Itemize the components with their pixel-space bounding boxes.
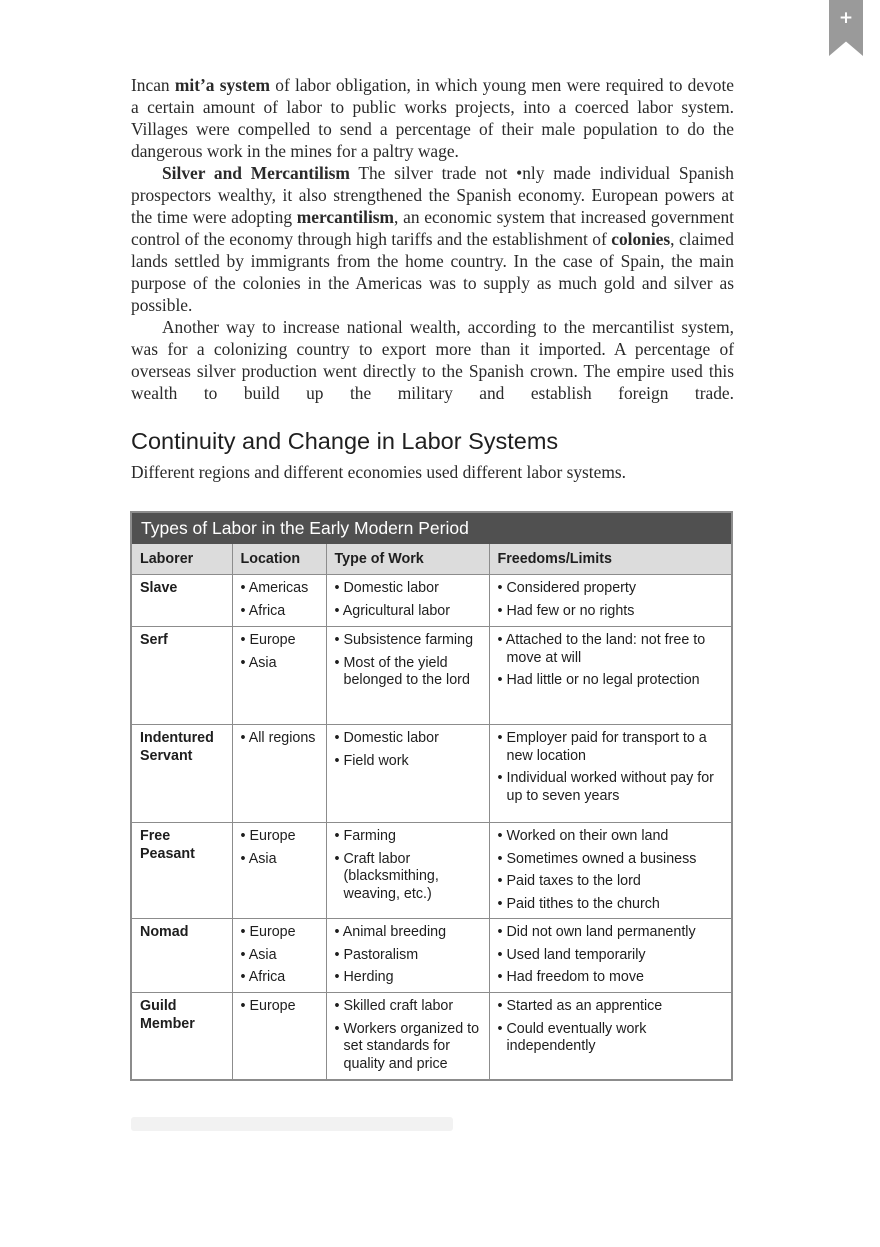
- work-cell: [326, 919, 489, 993]
- plus-icon[interactable]: +: [838, 8, 854, 28]
- bullet-list: [241, 924, 318, 987]
- list-item: • Craft labor (blacksmithing, weaving, etc.): [335, 851, 481, 904]
- location-cell: [232, 993, 326, 1079]
- work-cell: [326, 725, 489, 823]
- table-row: [132, 993, 731, 1079]
- list-item: • Did not own land permanently: [498, 924, 724, 942]
- list-item: • All regions: [241, 730, 318, 748]
- work-cell: [326, 575, 489, 627]
- bold-term: mit’a system: [174, 75, 270, 95]
- bullet-list: [498, 924, 724, 987]
- list-item: • Worked on their own land: [498, 828, 724, 846]
- list-item: • Sometimes owned a business: [498, 851, 724, 869]
- list-item: • Had little or no legal protection: [498, 672, 724, 690]
- list-item: • Agricultural labor: [335, 603, 481, 621]
- list-item: • Employer paid for transport to a new location: [498, 730, 724, 765]
- bullet-list: [241, 632, 318, 672]
- laborer-cell: Nomad: [132, 919, 232, 993]
- bullet-list: [498, 730, 724, 805]
- list-item: • Animal breeding: [335, 924, 481, 942]
- bullet-list: [498, 828, 724, 913]
- laborer-cell: Serf: [132, 627, 232, 725]
- bullet-list: [498, 580, 724, 620]
- list-item: • Europe: [241, 828, 318, 846]
- location-cell: [232, 823, 326, 919]
- labor-table-grid: [132, 544, 731, 1079]
- work-cell: [326, 823, 489, 919]
- list-item: • Pastoralism: [335, 947, 481, 965]
- list-item: • Most of the yield belonged to the lord: [335, 655, 481, 690]
- list-item: • Field work: [335, 753, 481, 771]
- text-run: Incan: [131, 75, 175, 95]
- bullet-list: [241, 730, 318, 748]
- limits-cell: [489, 823, 731, 919]
- bold-term: mercantilism: [296, 207, 395, 227]
- table-row: [132, 919, 731, 993]
- text-run: , an economic system that increased government control of the economy through high tariffs and the establishment of: [131, 207, 734, 249]
- labor-types-table: [130, 511, 733, 1081]
- bullet-list: [335, 580, 481, 620]
- section-intro: Different regions and different economies used different labor systems.: [131, 462, 627, 482]
- text-run: , claimed lands settled by immigrants from the home country. In the case of Spain, the main purpose of the colonies in the Americas was to supply as much gold and silver as possible.: [131, 229, 734, 315]
- text-run: of labor obligation, in which young men were required to devote a certain amount of labor to public works projects, into a coerced labor system. Villages were compelled to send a percentage of their male population to do the dangerous work in the mines for a paltry wage.: [131, 75, 735, 161]
- paragraph-mita: [131, 74, 734, 162]
- work-cell: [326, 627, 489, 725]
- bullet-list: [335, 632, 481, 690]
- list-item: • Herding: [335, 969, 481, 987]
- list-item: • Domestic labor: [335, 580, 481, 598]
- list-item: • Europe: [241, 998, 318, 1016]
- location-cell: [232, 575, 326, 627]
- table-row: [132, 627, 731, 725]
- list-item: • Americas: [241, 580, 318, 598]
- list-item: • Paid taxes to the lord: [498, 873, 724, 891]
- list-item: • Attached to the land: not free to move at will: [498, 632, 724, 667]
- text-run: Another way to increase national wealth, according to the mercantilist system, was for a colonizing country to export more than it imported. A percentage of overseas silver production went directly to the Spanish crown. The empire used this wealth to build up the military and establish foreign trade.: [131, 317, 734, 403]
- laborer-cell: Indentured Servant: [132, 725, 232, 823]
- limits-cell: [489, 627, 731, 725]
- header-location: Location: [232, 544, 326, 575]
- bold-term: Silver and Mercantilism: [162, 163, 350, 183]
- body-text: [131, 74, 734, 404]
- list-item: • Europe: [241, 924, 318, 942]
- table-row: [132, 575, 731, 627]
- table-row: [132, 823, 731, 919]
- location-cell: [232, 627, 326, 725]
- table-row: [132, 725, 731, 823]
- list-item: • Asia: [241, 655, 318, 673]
- list-item: • Domestic labor: [335, 730, 481, 748]
- bullet-list: [498, 632, 724, 690]
- limits-cell: [489, 919, 731, 993]
- limits-cell: [489, 725, 731, 823]
- location-cell: [232, 725, 326, 823]
- limits-cell: [489, 575, 731, 627]
- list-item: • Farming: [335, 828, 481, 846]
- section-title: Continuity and Change in Labor Systems: [131, 428, 559, 454]
- list-item: • Started as an apprentice: [498, 998, 724, 1016]
- list-item: • Africa: [241, 969, 318, 987]
- list-item: • Asia: [241, 947, 318, 965]
- paragraph-mercantilism: [131, 162, 734, 316]
- list-item: • Had freedom to move: [498, 969, 724, 987]
- list-item: • Africa: [241, 603, 318, 621]
- list-item: • Europe: [241, 632, 318, 650]
- bullet-list: [335, 730, 481, 770]
- laborer-cell: Slave: [132, 575, 232, 627]
- header-laborer: Laborer: [132, 544, 232, 575]
- text-run: The silver trade not •nly made individual Spanish prospectors wealthy, it also strengthened the Spanish economy. European powers at the time were adopting: [131, 163, 734, 227]
- limits-cell: [489, 993, 731, 1079]
- bullet-list: [335, 998, 481, 1073]
- list-item: • Asia: [241, 851, 318, 869]
- paragraph-national-wealth: [131, 316, 734, 404]
- work-cell: [326, 993, 489, 1079]
- bold-term: colonies: [611, 229, 671, 249]
- header-freedoms-limits: Freedoms/Limits: [489, 544, 731, 575]
- bullet-list: [335, 924, 481, 987]
- table-title: Types of Labor in the Early Modern Period: [132, 513, 731, 544]
- bullet-list: [335, 828, 481, 903]
- laborer-cell: Guild Member: [132, 993, 232, 1079]
- bullet-list: [498, 998, 724, 1056]
- list-item: • Could eventually work independently: [498, 1021, 724, 1056]
- list-item: • Skilled craft labor: [335, 998, 481, 1016]
- bullet-list: [241, 998, 318, 1016]
- list-item: • Individual worked without pay for up to seven years: [498, 770, 724, 805]
- bullet-list: [241, 828, 318, 868]
- laborer-cell: Free Peasant: [132, 823, 232, 919]
- list-item: • Considered property: [498, 580, 724, 598]
- list-item: • Workers organized to set standards for quality and price: [335, 1021, 481, 1074]
- header-type-of-work: Type of Work: [326, 544, 489, 575]
- list-item: • Paid tithes to the church: [498, 896, 724, 914]
- location-cell: [232, 919, 326, 993]
- list-item: • Had few or no rights: [498, 603, 724, 621]
- bullet-list: [241, 580, 318, 620]
- table-header-row: [132, 544, 731, 575]
- list-item: • Subsistence farming: [335, 632, 481, 650]
- list-item: • Used land temporarily: [498, 947, 724, 965]
- page-footer: [131, 1117, 453, 1131]
